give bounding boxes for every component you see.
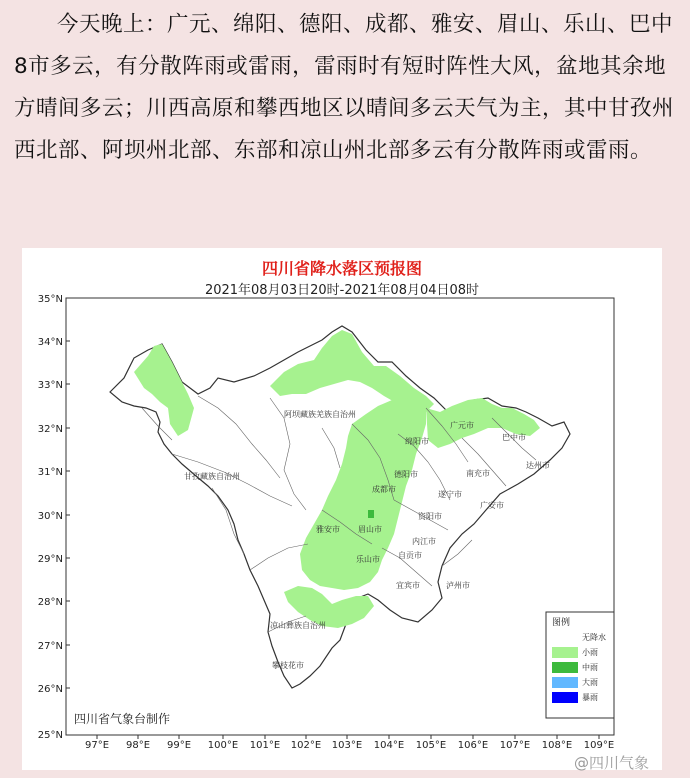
lat-label: 26°N (37, 684, 63, 695)
label-luzhou: 泸州市 (446, 581, 470, 590)
label-guangan: 广安市 (480, 501, 504, 510)
watermark: @四川气象 (574, 754, 650, 772)
lat-label: 27°N (37, 641, 63, 652)
lon-label: 102°E (290, 740, 322, 751)
label-neijiang: 内江市 (412, 537, 436, 546)
legend-item-light (552, 647, 598, 658)
label-ziyang: 资阳市 (418, 512, 442, 521)
map-legend (546, 612, 614, 718)
svg-text:中雨: 中雨 (582, 663, 598, 672)
lat-label: 31°N (37, 467, 63, 478)
lat-label: 28°N (37, 597, 63, 608)
map-title: 四川省降水落区预报图 (261, 259, 422, 278)
label-mianyang: 绵阳市 (405, 437, 429, 446)
label-nanchong: 南充市 (466, 469, 490, 478)
svg-text:无降水: 无降水 (582, 633, 606, 642)
forecast-map-panel (22, 248, 662, 770)
lat-label: 34°N (37, 337, 63, 348)
label-suining: 遂宁市 (438, 490, 462, 499)
legend-item-rainstorm (552, 692, 598, 703)
svg-text:暴雨: 暴雨 (582, 693, 598, 702)
label-chengdu: 成都市 (372, 485, 396, 494)
lat-label: 35°N (37, 294, 63, 305)
label-meishan: 眉山市 (358, 525, 382, 534)
lon-label: 105°E (415, 740, 447, 751)
svg-text:大雨: 大雨 (582, 678, 598, 687)
label-guangyuan: 广元市 (450, 421, 474, 430)
lon-label: 104°E (373, 740, 405, 751)
lon-label: 107°E (499, 740, 531, 751)
lat-label: 25°N (37, 730, 63, 741)
legend-item-heavy (552, 677, 598, 688)
label-ganzi: 甘孜藏族自治州 (184, 472, 240, 481)
forecast-text (14, 4, 682, 172)
forecast-paragraph: 今天晚上：广元、绵阳、德阳、成都、雅安、眉山、乐山、巴中8市多云，有分散阵雨或雷雨，雷雨时有短时阵性大风，盆地其余地方晴间多云；川西高原和攀西地区以晴间多云天气为主，其中甘孜州西北部、阿坝州北部、东部和凉山州北部多云有分散阵雨或雷雨。 (14, 12, 675, 163)
label-yaan: 雅安市 (316, 525, 340, 534)
lon-label: 97°E (84, 740, 110, 751)
lon-label: 108°E (541, 740, 573, 751)
lon-label: 101°E (249, 740, 281, 751)
label-deyang: 德阳市 (394, 470, 418, 479)
lon-label: 103°E (331, 740, 363, 751)
lon-label: 100°E (207, 740, 239, 751)
label-liangshan: 凉山彝族自治州 (270, 621, 326, 630)
lon-label: 109°E (583, 740, 615, 751)
map-credit: 四川省气象台制作 (74, 712, 171, 726)
map-subtitle: 2021年08月03日20时-2021年08月04日08时 (204, 283, 480, 298)
lat-label: 32°N (37, 424, 63, 435)
longitude-ticks (97, 735, 599, 739)
label-yibin: 宜宾市 (396, 581, 420, 590)
lat-label: 30°N (37, 511, 63, 522)
label-leshan: 乐山市 (356, 555, 380, 564)
label-bazhong: 巴中市 (502, 433, 526, 442)
longitude-labels (85, 740, 614, 751)
label-zigong: 自贡市 (398, 551, 422, 560)
legend-item-moderate (552, 662, 598, 673)
lat-label: 33°N (37, 380, 63, 391)
lat-label: 29°N (37, 554, 63, 565)
lon-label: 99°E (166, 740, 192, 751)
latitude-labels (38, 294, 63, 741)
lon-label: 106°E (457, 740, 489, 751)
label-aba: 阿坝藏族羌族自治州 (284, 410, 356, 419)
svg-text:小雨: 小雨 (582, 648, 598, 657)
label-panzhihua: 攀枝花市 (272, 661, 304, 670)
lon-label: 98°E (125, 740, 151, 751)
precipitation-map (22, 248, 662, 770)
moderate-rain-spot (368, 510, 374, 518)
legend-title: 图例 (552, 618, 571, 628)
label-dazhou: 达州市 (526, 461, 550, 470)
